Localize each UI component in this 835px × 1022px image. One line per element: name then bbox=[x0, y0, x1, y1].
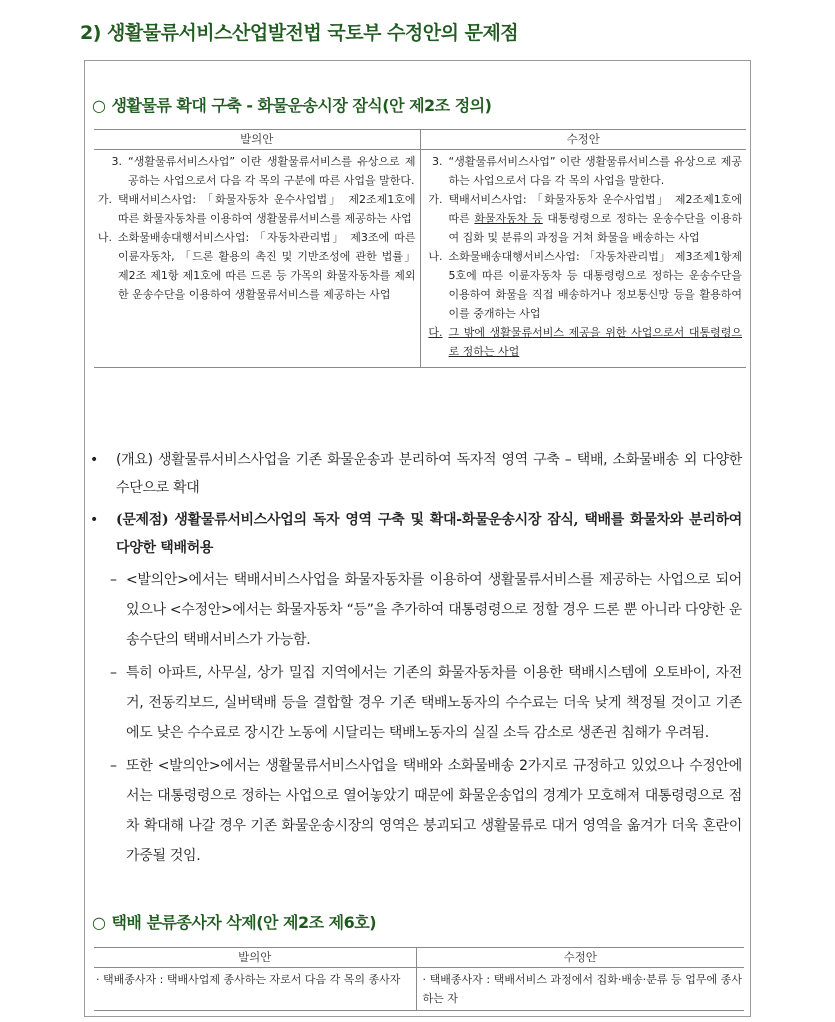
right-item-da: 다. 그 밖에 생활물류서비스 제공을 위한 사업으로서 대통령령으로 정하는 사업 bbox=[428, 326, 742, 358]
left-column-header: 발의안 bbox=[94, 948, 416, 968]
left-column-cell bbox=[94, 150, 420, 362]
circle-bullet-icon: ○ bbox=[92, 913, 106, 932]
section2-left-cell: · 택배종사자 : 택배사업제 종사하는 자로서 다음 각 목의 종사자 bbox=[94, 968, 416, 1011]
left-column-header: 발의안 bbox=[94, 130, 420, 150]
bullet-problem: • (문제점) 생활물류서비스사업의 독자 영역 구축 및 확대-화물운송시장 잠식, 택배를 화물차와 분리하여 다양한 택배허용 bbox=[90, 512, 742, 556]
section1-comparison-table bbox=[94, 129, 746, 368]
left-item-ga: 가. 택배서비스사업: 「화물자동차 운수사업법」 제2조제1호에 따른 화물자동차를 이용하여 생활물류서비스를 제공하는 사업 bbox=[97, 193, 416, 225]
section2-right-cell: · 택배종사자 : 택배서비스 과정에서 집화·배송·분류 등 업무에 종사하는 자 bbox=[416, 968, 744, 1011]
right-item-3: 3. “생활물류서비스사업” 이란 생활물류서비스를 유상으로 제공하는 사업으로서 다음 각 목의 사업을 말한다. bbox=[432, 155, 742, 187]
section2-comparison-table bbox=[94, 947, 744, 1011]
dash-item-3: – 또한 <발의안>에서는 생활물류서비스사업을 택배와 소화물배송 2가지로 규정하고 있었으나 수정안에서는 대통령령으로 정하는 사업으로 열어놓았기 때문에 화물운송업의 경계가 모호해져 대통령령으로 점차 확대해 나갈 경우 기존 화물운송시장의 영역은 붕괴되고 생활물류로 대거 영역을 옮겨가 더욱 혼란이 가중될 것임. bbox=[110, 758, 742, 864]
right-column-header: 수정안 bbox=[416, 948, 744, 968]
analysis-bullets bbox=[88, 446, 742, 871]
left-item-3: 3. “생활물류서비스사업” 이란 생활물류서비스를 유상으로 제공하는 사업으로서 다음 각 목의 구분에 따른 사업을 말한다. bbox=[111, 155, 416, 187]
right-column-cell bbox=[420, 150, 746, 362]
right-column-header: 수정안 bbox=[420, 130, 746, 150]
page-title: 2) 생활물류서비스산업발전법 국토부 수정안의 문제점 bbox=[80, 22, 519, 44]
section2-heading-text: 택배 분류종사자 삭제(안 제2조 제6호) bbox=[111, 913, 377, 932]
left-item-na: 나. 소화물배송대행서비스사업: 「자동차관리법」 제3조에 따른 이륜자동차, 「드론 활용의 촉진 및 기반조성에 관한 법률」 제2조 제1항 제1호에 따른 드론 등 가목의 화물자동차를 제외한 운송수단을 이용하여 생활물류서비스를 제공하는 사업 bbox=[97, 231, 416, 301]
underlined-amendment: 화물자동차 등 bbox=[474, 212, 543, 225]
section2-heading bbox=[92, 910, 376, 933]
section1-heading-text: 생활물류 확대 구축 - 화물운송시장 잠식(안 제2조 정의) bbox=[111, 96, 492, 115]
circle-bullet-icon: ○ bbox=[92, 96, 106, 115]
right-item-na: 나. 소화물배송대행서비스사업: 「자동차관리법」 제3조제1항제5호에 따른 이륜자동차 등 대통령령으로 정하는 운송수단을 이용하여 화물을 직접 배송하거나 정보통신망 등을 활용하여 이를 중개하는 사업 bbox=[428, 250, 742, 320]
dash-item-1: – <발의안>에서는 택배서비스사업을 화물자동차를 이용하여 생활물류서비스를 제공하는 사업으로 되어 있으나 <수정안>에서는 화물자동차 “등”을 추가하여 대통령령으로 정할 경우 드론 뿐 아니라 다양한 운송수단의 택배서비스가 가능함. bbox=[110, 572, 742, 648]
dash-item-2: – 특히 아파트, 사무실, 상가 밀집 지역에서는 기존의 화물자동차를 이용한 택배시스템에 오토바이, 자전거, 전동킥보드, 실버택배 등을 결합할 경우 기존 택배노동자의 수수료는 더욱 낮게 책정될 것이고 기존에도 낮은 수수료로 장시간 노동에 시달리는 택배노동자의 실질 소득 감소로 생존권 침해가 우려됨. bbox=[110, 665, 742, 741]
bullet-overview: • (개요) 생활물류서비스사업을 기존 화물운송과 분리하여 독자적 영역 구축 – 택배, 소화물배송 외 다양한 수단으로 확대 bbox=[90, 452, 742, 496]
right-item-ga: 가. 택배서비스사업: 「화물자동차 운수사업법」 제2조제1호에 따른 화물자동차 등 대통령령으로 정하는 운송수단을 이용하여 집화 및 분류의 과정을 거쳐 화물을 배송하는 사업 bbox=[428, 193, 742, 244]
section1-heading bbox=[92, 93, 491, 116]
